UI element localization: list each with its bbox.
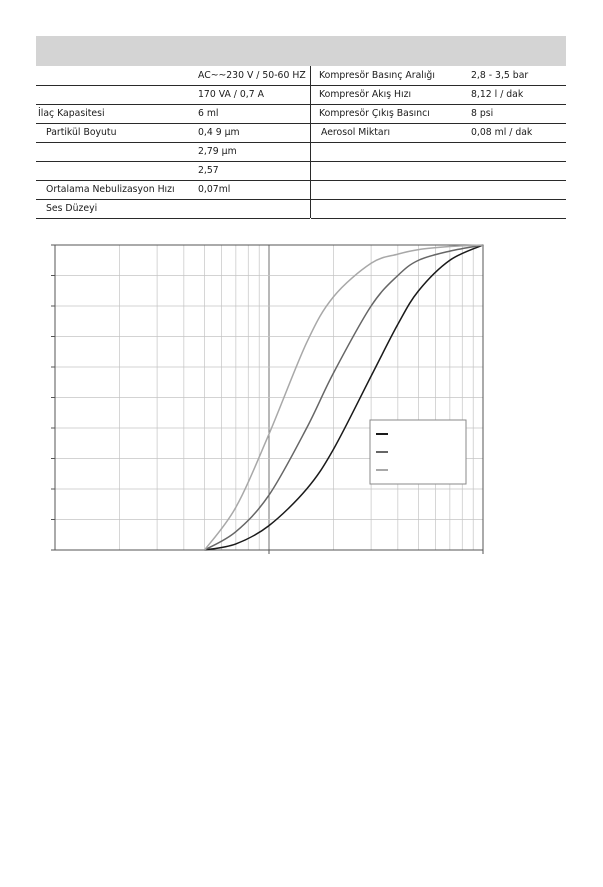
spec-value: 170 VA / 0,7 A [198,89,264,100]
spec-row [36,199,310,219]
spec-label: Kompresör Akış Hızı [319,89,412,100]
spec-value: 8 psi [471,108,494,119]
spec-value: 0,07ml [198,184,231,195]
spec-label: Aerosol Miktarı [321,127,391,138]
spec-row [36,180,310,200]
spec-value: AC~~230 V / 50-60 HZ [198,70,306,81]
spec-row [36,161,310,181]
spec-row [311,85,566,105]
spec-label: Kompresör Çıkış Basıncı [319,108,430,119]
spec-label: Partikül Boyutu [46,127,117,138]
spec-label: İlaç Kapasitesi [38,108,105,119]
spec-row [311,161,566,181]
spec-row [36,85,310,105]
chart-svg [30,240,490,555]
spec-value: 2,8 - 3,5 bar [471,70,529,81]
spec-row [36,66,310,86]
spec-row [311,199,566,219]
spec-row [311,104,566,124]
spec-header-bar [36,36,566,66]
spec-table [36,66,566,218]
spec-row [311,66,566,86]
spec-row [36,142,310,162]
spec-value: 0,4 9 µm [198,127,240,138]
spec-value: 8,12 l / dak [471,89,524,100]
spec-row [311,142,566,162]
spec-label: Ortalama Nebulizasyon Hızı [46,184,175,195]
spec-value: 2,79 µm [198,146,237,157]
spec-row [311,180,566,200]
spec-row [36,123,310,143]
spec-label: Ses Düzeyi [46,203,98,214]
spec-value: 0,08 ml / dak [471,127,533,138]
particle-size-chart [30,240,490,555]
spec-label: Kompresör Basınç Aralığı [319,70,435,81]
spec-value: 2,57 [198,165,219,176]
spec-row [36,104,310,124]
spec-value: 6 ml [198,108,219,119]
spec-row [311,123,566,143]
